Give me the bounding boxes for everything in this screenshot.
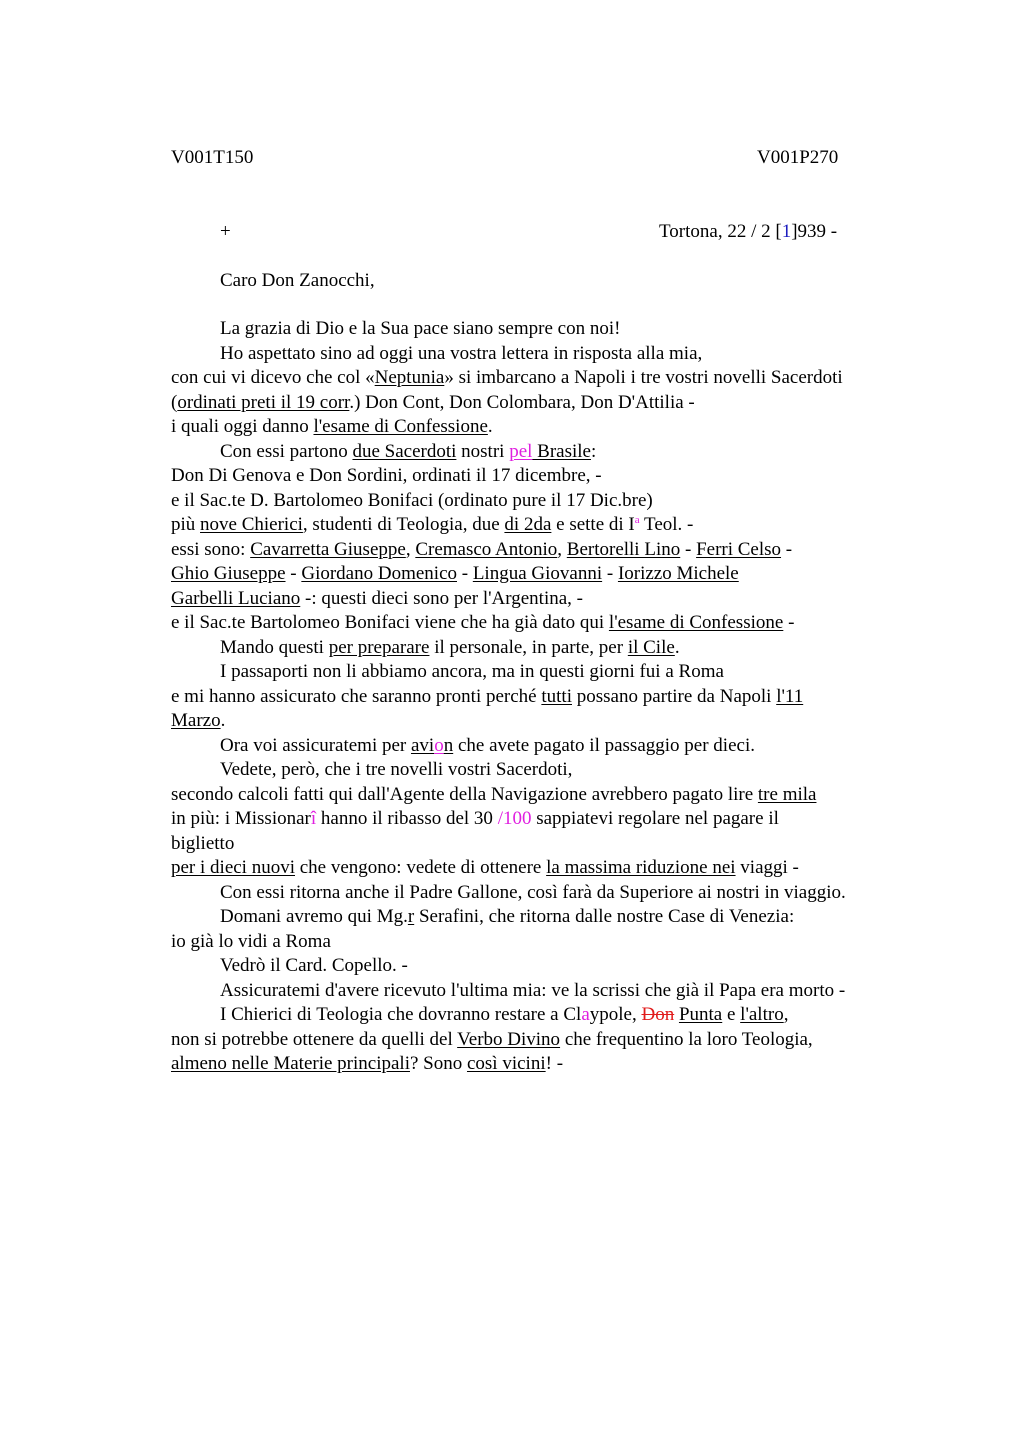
body-line: Con essi ritorna anche il Padre Gallone, così farà da Superiore ai nostri in viaggio. bbox=[220, 881, 846, 903]
body-line: (ordinati preti il 19 corr.) Don Cont, Don Colombara, Don D'Attilia - bbox=[171, 391, 695, 413]
letter-date: Tortona, 22 / 2 [1]939 - bbox=[659, 221, 838, 242]
body-line: I passaporti non li abbiamo ancora, ma in questi giorni fui a Roma bbox=[220, 661, 724, 682]
body-line: I Chierici di Teologia che dovranno restare a Claypole, Don Punta e l'altro, bbox=[220, 1004, 789, 1025]
body-line: almeno nelle Materie principali? Sono così vicini! - bbox=[171, 1053, 564, 1074]
letter-body bbox=[171, 317, 906, 1077]
header-right-code: V001P270 bbox=[757, 147, 839, 168]
body-line: Domani avremo qui Mg.r Serafini, che ritorna dalle nostre Case di Venezia: bbox=[220, 906, 795, 927]
body-line: e mi hanno assicurato che saranno pronti perché tutti possano partire da Napoli l'11 bbox=[171, 685, 804, 707]
body-line: Marzo. bbox=[171, 710, 226, 731]
body-line: e il Sac.te D. Bartolomeo Bonifaci (ordinato pure il 17 Dic.bre) bbox=[171, 489, 653, 511]
body-line: secondo calcoli fatti qui dall'Agente della Navigazione avrebbero pagato lire tre mila bbox=[171, 783, 817, 805]
cross-symbol: + bbox=[220, 221, 231, 242]
salutation: Caro Don Zanocchi, bbox=[220, 270, 375, 291]
body-line: in più: i Missionarî hanno il ribasso del 30 /100 sappiatevi regolare nel pagare il bbox=[171, 808, 779, 829]
body-line: per i dieci nuovi che vengono: vedete di ottenere la massima riduzione nei viaggi - bbox=[171, 857, 799, 878]
body-line: Mando questi per preparare il personale, in parte, per il Cile. bbox=[220, 636, 680, 658]
body-line: io già lo vidi a Roma bbox=[171, 930, 331, 952]
body-line: essi sono: Cavarretta Giuseppe, Cremasco Antonio, Bertorelli Lino - Ferri Celso - bbox=[171, 538, 793, 560]
body-line: Vedete, però, che i tre novelli vostri Sacerdoti, bbox=[220, 759, 573, 780]
body-line: più nove Chierici, studenti di Teologia, due di 2da e sette di $I^a$ Teol. - bbox=[171, 514, 694, 535]
body-line: non si potrebbe ottenere da quelli del Verbo Divino che frequentino la loro Teologia, bbox=[171, 1028, 813, 1050]
body-line: Assicuratemi d'avere ricevuto l'ultima mia: ve la scrissi che già il Papa era morto - bbox=[220, 979, 846, 1001]
body-line: Vedrò il Card. Copello. - bbox=[220, 955, 408, 976]
body-line: Ghio Giuseppe - Giordano Domenico - Lingua Giovanni - Iorizzo Michele bbox=[171, 563, 739, 584]
body-line: biglietto bbox=[171, 832, 235, 854]
body-line: con cui vi dicevo che col «Neptunia» si imbarcano a Napoli i tre vostri novelli Sacerdoti bbox=[171, 367, 843, 388]
header-left-code: V001T150 bbox=[171, 147, 254, 168]
body-line: Garbelli Luciano -: questi dieci sono per l'Argentina, - bbox=[171, 587, 583, 609]
body-line: e il Sac.te Bartolomeo Bonifaci viene che ha già dato qui l'esame di Confessione - bbox=[171, 612, 795, 633]
date-row bbox=[171, 220, 901, 244]
body-line: Ora voi assicuratemi per avion che avete pagato il passaggio per dieci. bbox=[220, 734, 755, 756]
body-line: Ho aspettato sino ad oggi una vostra lettera in risposta alla mia, bbox=[220, 342, 703, 364]
deleted-text: Don bbox=[641, 1004, 675, 1025]
body-line: i quali oggi danno l'esame di Confessione. bbox=[171, 416, 493, 437]
body-line: Don Di Genova e Don Sordini, ordinati il 17 dicembre, - bbox=[171, 465, 602, 486]
date-bracket-digit: 1 bbox=[781, 221, 792, 242]
body-line: La grazia di Dio e la Sua pace siano sempre con noi! bbox=[220, 318, 621, 339]
body-line: Con essi partono due Sacerdoti nostri pel Brasile: bbox=[220, 440, 597, 462]
